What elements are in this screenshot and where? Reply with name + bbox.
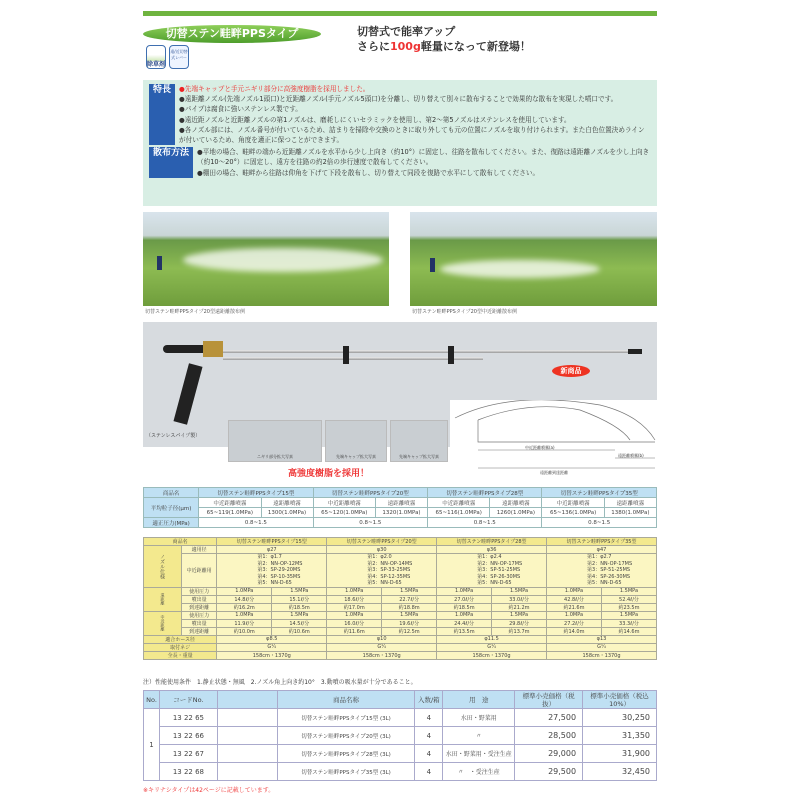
table-cell: 1260(1.0MPa) (490, 508, 542, 518)
table-cell: 遠距離噴霧 (261, 498, 313, 508)
table-cell: 商品名 (144, 538, 217, 546)
table-cell: 19.6ℓ/分 (382, 619, 437, 627)
table-cell: 13 22 68 (159, 763, 217, 781)
table-cell: 適合ホース径 (144, 635, 217, 643)
table-cell: G¼ (437, 643, 547, 651)
table-cell: 約16.2m (217, 603, 272, 611)
table-cell: 14.5ℓ/分 (272, 619, 327, 627)
table-cell: 約18.5m (272, 603, 327, 611)
table-cell: 約17.0m (327, 603, 382, 611)
table-cell: φ30 (327, 546, 437, 554)
table-cell: 約12.5m (382, 627, 437, 635)
spray-photo-near (410, 212, 657, 306)
table-cell: 24.4ℓ/分 (437, 619, 492, 627)
thumb-grip (228, 420, 322, 462)
table-cell: 33.0ℓ/分 (492, 595, 547, 603)
table-cell: 1.5MPa (272, 587, 327, 595)
table-cell: 切替ステン畦畔PPSタイプ20型 (327, 538, 437, 546)
table-cell: 29.8ℓ/分 (492, 619, 547, 627)
table-cell: 商品名称 (277, 691, 415, 709)
spec-table (143, 537, 657, 660)
table-row (144, 587, 657, 595)
table-cell: 約14.0m (547, 627, 602, 635)
table-cell: 14.8ℓ/分 (217, 595, 272, 603)
table-cell: 1380(1.0MPa) (604, 508, 656, 518)
table-cell: 1.0MPa (327, 611, 382, 619)
table-cell: 中近距離 (144, 611, 182, 635)
table-cell: 1300(1.0MPa) (261, 508, 313, 518)
table-row (144, 709, 657, 727)
table-row (144, 546, 657, 554)
table-cell: 1.5MPa (382, 611, 437, 619)
slogan-pre: さらに (357, 40, 390, 53)
method-item: ●棚田の場合、畦畔から往路は仰角を下げて下段を散布し、切り替えて同段を復路で水平にして散布してください。 (197, 168, 540, 177)
series-title: 切替ステン畦畔PPSタイプ (143, 25, 321, 43)
table-cell (217, 691, 277, 709)
table-row (144, 651, 657, 659)
table-cell: 中近距離噴霧 (542, 498, 604, 508)
table-cell: 遠距離噴霧 (604, 498, 656, 508)
table-cell: 約18.8m (382, 603, 437, 611)
table-cell: 標準小売価格（税 抜） (515, 691, 583, 709)
table-cell: G¼ (327, 643, 437, 651)
table-cell: 42.8ℓ/分 (547, 595, 602, 603)
table-cell: 約13.5m (437, 627, 492, 635)
table-cell: 13 22 66 (159, 727, 217, 745)
table-cell: 1.5MPa (272, 611, 327, 619)
rice-field-icon (146, 45, 166, 69)
table-cell: 0.8~1.5 (199, 518, 313, 528)
table-cell (217, 727, 277, 745)
table-row (144, 727, 657, 745)
table-cell: 13 22 65 (159, 709, 217, 727)
feature-item: ●遠距離ノズル(先端ノズル1頭口)と近距離ノズル(手元ノズル5頭口)を分離し、切り替えて別々に散布することで効果的な散布を実現した噴口です。 (179, 95, 618, 104)
table-cell: φ8.5 (217, 635, 327, 643)
table-cell: G¼ (217, 643, 327, 651)
top-green-bar (143, 11, 657, 16)
table-row (144, 635, 657, 643)
thumb-caption: 先端キャップ拡大写真 (399, 454, 439, 459)
table-cell: 切替ステン畦畔PPSタイプ28型 (3L) (277, 745, 415, 763)
table-cell: φ27 (217, 546, 327, 554)
table-cell: 1.5MPa (601, 611, 656, 619)
table-cell: 噴出量 (182, 619, 217, 627)
table-cell: 入数/箱 (415, 691, 443, 709)
performance-note: 注）性能使用条件 1.静止状態・無風 2.ノズル角上向き約10° 3.動噴の吸水量が十分であること。 (143, 679, 417, 686)
table-row (144, 763, 657, 781)
photo-caption-near: 切替ステン畦畔PPSタイプ20型中近距離散布例 (412, 309, 517, 315)
table-cell: 全長・重量 (144, 651, 217, 659)
table-cell: 切替ステン畦畔PPSタイプ28型 (428, 488, 542, 498)
table-cell: 約11.6m (327, 627, 382, 635)
table-cell: 切替ステン畦畔PPSタイプ15型 (3L) (277, 709, 415, 727)
table-cell: 32,450 (583, 763, 657, 781)
table-cell: 1.0MPa (547, 611, 602, 619)
table-cell: 中近距離噴霧 (313, 498, 375, 508)
table-cell: 1.0MPa (437, 587, 492, 595)
table-cell: 27.2ℓ/分 (547, 619, 602, 627)
table-cell (217, 745, 277, 763)
table-cell: 噴出量 (182, 595, 217, 603)
table-cell: ノズル仕様 (144, 546, 182, 588)
diagram-label-far: 遠距離噴霧(b) (618, 453, 644, 458)
table-cell: 1.5MPa (601, 587, 656, 595)
table-cell: 切替ステン畦畔PPSタイプ28型 (437, 538, 547, 546)
table-cell: 切替ステン畦畔PPSタイプ35型 (542, 488, 657, 498)
table-cell: 約21.6m (547, 603, 602, 611)
method-tag: 散布方法 (149, 147, 193, 178)
table-cell: 約18.5m (437, 603, 492, 611)
table-row (144, 595, 657, 603)
table-cell: 4 (415, 709, 443, 727)
table-cell: 用 途 (443, 691, 515, 709)
table-cell: 約10.6m (272, 627, 327, 635)
table-cell: 1.5MPa (382, 587, 437, 595)
table-cell: 0.8~1.5 (542, 518, 657, 528)
icon-label: 遠/近切替式レバー (170, 49, 188, 60)
table-cell: 遠距離 (144, 587, 182, 611)
table-cell: 1320(1.0MPa) (375, 508, 427, 518)
feature-item: ●パイプは腐食に強いステンレス製です。 (179, 105, 302, 114)
table-cell: 1.5MPa (492, 611, 547, 619)
table-cell: 使用圧力 (182, 611, 217, 619)
high-strength-resin-text: 高強度樹脂を採用！ (288, 469, 370, 479)
slogan (357, 24, 531, 54)
table-cell: 65~120(1.0MPa) (313, 508, 375, 518)
table-cell: 切替ステン畦畔PPSタイプ20型 (3L) (277, 727, 415, 745)
thumb-caption: ニギリ部分拡大写真 (257, 454, 293, 459)
table-cell: 30,250 (583, 709, 657, 727)
table-cell: No. (144, 691, 160, 709)
table-cell: 切替ステン畦畔PPSタイプ15型 (217, 538, 327, 546)
table-cell: 0.8~1.5 (428, 518, 542, 528)
table-cell: 1.0MPa (437, 611, 492, 619)
table-row (144, 518, 657, 528)
thumb-cap-1 (325, 420, 387, 462)
table-cell: 52.4ℓ/分 (601, 595, 656, 603)
table-cell: 第1：φ2.4 第2：NN-OP-17MS 第3：SP-51-25MS 第4：SP-26-30MS 第5：NN-D-65 (437, 554, 547, 588)
feature-item: ●先端キャップと手元ニギリ部分に高強度樹脂を採用しました。 (179, 85, 370, 93)
table-cell: 4 (415, 745, 443, 763)
table-cell: 65~116(1.0MPa) (428, 508, 490, 518)
table-cell: 28,500 (515, 727, 583, 745)
table-cell: 4 (415, 727, 443, 745)
feature-item: ●各ノズル部には、ノズル番号が付いているため、詰まりを掃除や交換のときに取り外しても元の位置にノズルを取り付けられます。また白色位置決めラインが付いているため、角度を適正に保つことができます。 (179, 125, 645, 145)
spray-photo-far (143, 212, 389, 306)
table-cell: 16.0ℓ/分 (327, 619, 382, 627)
footnote: ※キリナシタイプは42ページに記載しています。 (143, 787, 275, 794)
table-cell: 65~136(1.0MPa) (542, 508, 604, 518)
table-cell: 中近距離用 (182, 554, 217, 588)
table-cell: 29,000 (515, 745, 583, 763)
table-cell: 第1：φ2.7 第2：NN-OP-17MS 第3：SP-51-25MS 第4：SP-26-30MS 第5：NN-D-65 (547, 554, 657, 588)
table-cell: 中近距離噴霧 (428, 498, 490, 508)
table-cell: 1.0MPa (327, 587, 382, 595)
table-cell: 29,500 (515, 763, 583, 781)
diagram-label-near: 中近距離噴霧(a) (525, 445, 555, 450)
thumb-cap-2 (390, 420, 448, 462)
table-row (144, 691, 657, 709)
table-cell: 27,500 (515, 709, 583, 727)
table-cell: φ10 (327, 635, 437, 643)
thumb-caption: 先端キャップ拡大写真 (336, 454, 376, 459)
table-cell: 標準小売価格（税込10%） (583, 691, 657, 709)
table-cell: 11.9ℓ/分 (217, 619, 272, 627)
table-row (144, 745, 657, 763)
table-cell: 1 (144, 709, 160, 781)
table-row (144, 643, 657, 651)
table-cell: 到達距離 (182, 603, 217, 611)
features-tag: 特長 (149, 84, 175, 145)
table-cell (217, 709, 277, 727)
table-cell (217, 763, 277, 781)
table-cell: 22.7ℓ/分 (382, 595, 437, 603)
table-cell: 4 (415, 763, 443, 781)
table-cell: 遠距離噴霧 (490, 498, 542, 508)
slogan-highlight: 100g (390, 40, 421, 53)
table-cell: 18.6ℓ/分 (327, 595, 382, 603)
table-cell: 第1：φ1.7 第2：NN-OP-12MS 第3：SP-29-20MS 第4：SP-10-35MS 第5：NN-D-65 (217, 554, 327, 588)
table-row (144, 508, 657, 518)
table-cell: 1.0MPa (217, 611, 272, 619)
table-row (144, 603, 657, 611)
table-cell: 約21.2m (492, 603, 547, 611)
table-cell: φ13 (547, 635, 657, 643)
icon-label: 除草剤 (146, 61, 165, 68)
table-cell: 切替ステン畦畔PPSタイプ35型 (547, 538, 657, 546)
feature-item: ●遠近距ノズルと近距離ノズルの第1ノズルは、磨耗しにくいセラミックを使用し、第2〜第5ノズルはステンレスを使用しています。 (179, 115, 571, 124)
table-cell: 31,900 (583, 745, 657, 763)
table-row (144, 538, 657, 546)
table-cell: 使用圧力 (182, 587, 217, 595)
table-cell: 適正圧力(MPa) (144, 518, 199, 528)
table-row (144, 627, 657, 635)
table-cell: 約10.0m (217, 627, 272, 635)
table-cell: 到達距離 (182, 627, 217, 635)
table-cell: 158cm・1370g (437, 651, 547, 659)
table-cell: 15.1ℓ/分 (272, 595, 327, 603)
table-cell: 平均粒子径(μm) (144, 498, 199, 518)
table-cell: 〃 (443, 727, 515, 745)
photo-caption-far: 切替ステン畦畔PPSタイプ20型遠距離散布例 (145, 309, 245, 315)
table-cell: 158cm・1370g (327, 651, 437, 659)
table-cell: 33.3ℓ/分 (601, 619, 656, 627)
table-cell: 27.0ℓ/分 (437, 595, 492, 603)
table-cell: 1.0MPa (217, 587, 272, 595)
table-cell: 1.0MPa (547, 587, 602, 595)
table-cell: φ36 (437, 546, 547, 554)
table-cell: 適用径 (182, 546, 217, 554)
table-row (144, 554, 657, 588)
order-table (143, 690, 657, 781)
particle-size-table (143, 487, 657, 528)
spray-distance-diagram (450, 400, 658, 478)
table-cell: φ11.5 (437, 635, 547, 643)
slogan-post: 軽量になって新登場！ (420, 40, 531, 53)
lever-icon (169, 45, 189, 69)
table-cell: 切替ステン畦畔PPSタイプ35型 (3L) (277, 763, 415, 781)
table-row (144, 619, 657, 627)
features-box (143, 80, 657, 206)
table-cell: 切替ステン畦畔PPSタイプ20型 (313, 488, 427, 498)
table-cell: 取付ネジ (144, 643, 217, 651)
table-cell: 65~119(1.0MPa) (199, 508, 261, 518)
table-cell: 切替ステン畦畔PPSタイプ15型 (199, 488, 313, 498)
table-cell: 中近距離噴霧 (199, 498, 261, 508)
table-cell: 1.5MPa (492, 587, 547, 595)
pipe-label: （ステンレスパイプ製） (146, 433, 201, 439)
table-cell: 約14.6m (601, 627, 656, 635)
table-cell: 158cm・1370g (217, 651, 327, 659)
table-cell: 水田・野菜用・受注生産 (443, 745, 515, 763)
diagram-label-reach: 遠距離到達距離 (540, 470, 568, 475)
table-cell: 0.8~1.5 (313, 518, 427, 528)
table-cell: コードNo. (159, 691, 217, 709)
table-cell: 158cm・1370g (547, 651, 657, 659)
table-cell: 約13.7m (492, 627, 547, 635)
table-cell: 遠距離噴霧 (375, 498, 427, 508)
method-item: ●平地の場合、畦畔の端から近距離ノズルを水平から少し上向き（約10°）に固定し、往路を散布してください。また、復路は遠距離ノズルを少し上向き（約10〜20°）に固定し、遠方を往路の約2倍の歩行速度で散布してください。 (197, 148, 650, 167)
table-cell: φ47 (547, 546, 657, 554)
table-cell: 水田・野菜用 (443, 709, 515, 727)
table-cell: G¼ (547, 643, 657, 651)
table-row (144, 488, 657, 498)
table-cell: 商品名 (144, 488, 199, 498)
table-cell: 第1：φ2.0 第2：NN-OP-14MS 第3：SP-33-25MS 第4：SP-12-35MS 第5：NN-D-65 (327, 554, 437, 588)
table-row (144, 498, 657, 508)
table-cell: 31,350 (583, 727, 657, 745)
table-row (144, 611, 657, 619)
table-cell: 〃 ・受注生産 (443, 763, 515, 781)
slogan-line1: 切替式で能率アップ (357, 25, 456, 38)
table-cell: 約23.5m (601, 603, 656, 611)
new-product-badge: 新商品 (552, 365, 590, 377)
table-cell: 13 22 67 (159, 745, 217, 763)
